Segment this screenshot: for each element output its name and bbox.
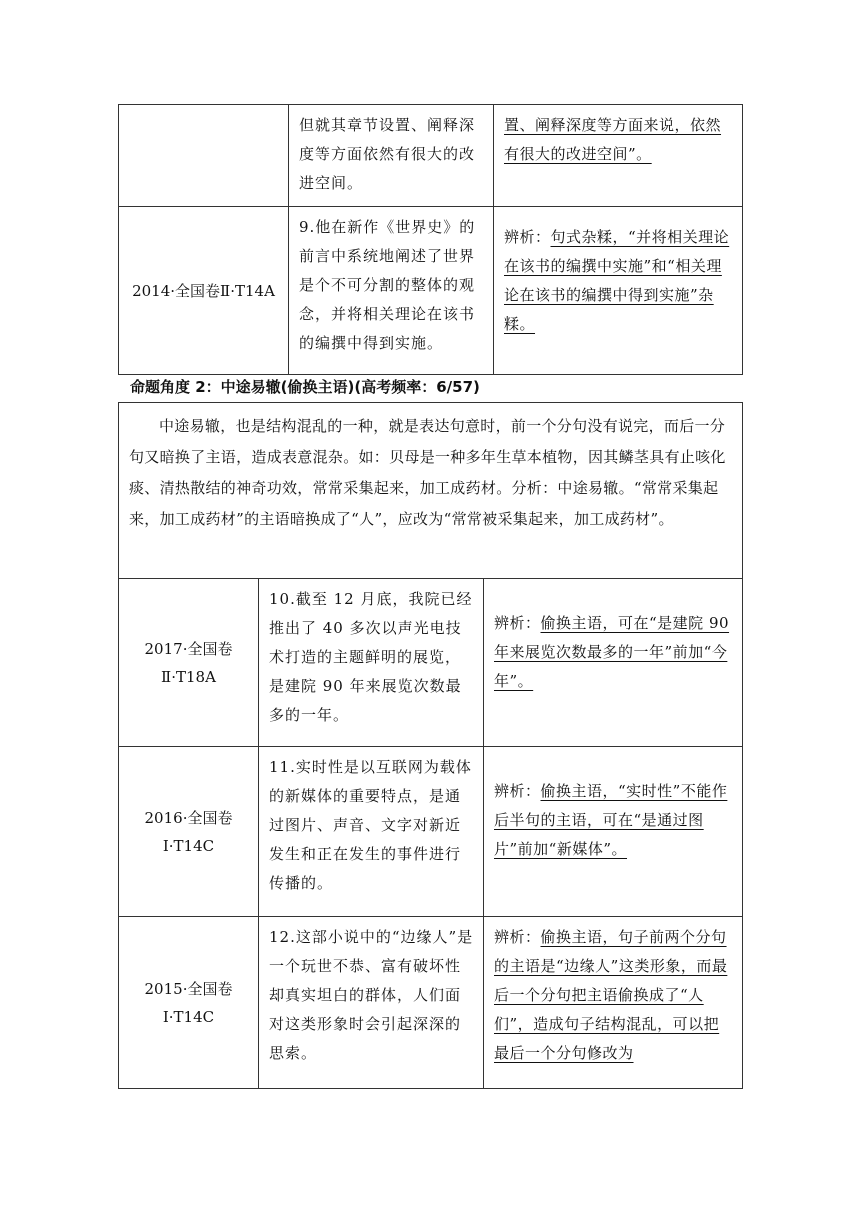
analysis-prefix: 辨析： bbox=[494, 614, 541, 632]
analysis-text: 偷换主语，可在“是建院 90 年来展览次数最多的一年”前加“今年”。 bbox=[494, 614, 730, 690]
source-cell bbox=[119, 579, 259, 747]
source-question: Ⅰ·T14C bbox=[162, 1007, 215, 1026]
example-sentence: 9.他在新作《世界史》的前言中系统地阐述了世界是个不可分割的整体的观念，并将相关理论在该书的编撰中得到实施。 bbox=[289, 207, 494, 375]
analysis-cell bbox=[484, 917, 743, 1089]
analysis-cell bbox=[494, 105, 743, 207]
analysis-prefix: 辨析： bbox=[504, 228, 551, 246]
table-row bbox=[119, 579, 743, 747]
analysis-cell bbox=[494, 207, 743, 375]
analysis-cell bbox=[484, 579, 743, 747]
source-question: Ⅱ·T18A bbox=[161, 667, 216, 686]
table-row bbox=[119, 747, 743, 917]
table-row bbox=[119, 207, 743, 375]
table-row bbox=[119, 917, 743, 1089]
source-cell bbox=[119, 105, 289, 207]
analysis-text: 偷换主语，“实时性”不能作后半句的主语，可在“是通过图片”前加“新媒体”。 bbox=[494, 782, 728, 858]
table-continued bbox=[118, 104, 743, 375]
source-cell bbox=[119, 747, 259, 917]
source-question: Ⅰ·T14C bbox=[162, 836, 215, 855]
example-sentence: 10.截至 12 月底，我院已经推出了 40 多次以声光电技术打造的主题鲜明的展览，是建院 90 年来展览次数最多的一年。 bbox=[259, 579, 484, 747]
table-row bbox=[119, 105, 743, 207]
analysis-prefix: 辨析： bbox=[494, 928, 541, 946]
analysis-text: 偷换主语，句子前两个分句的主语是“边缘人”这类形象，而最后一个分句把主语偷换成了“人们”，造成句子结构混乱，可以把最后一个分句修改为 bbox=[494, 928, 728, 1062]
source-cell: 2014·全国卷Ⅱ·T14A bbox=[119, 207, 289, 375]
analysis-cell bbox=[484, 747, 743, 917]
source-year: 2015·全国卷 bbox=[144, 979, 233, 998]
analysis-prefix: 辨析： bbox=[494, 782, 541, 800]
source-cell bbox=[119, 917, 259, 1089]
analysis-text: 置、阐释深度等方面来说，依然有很大的改进空间”。 bbox=[504, 116, 722, 163]
example-sentence: 11.实时性是以互联网为载体的新媒体的重要特点，是通过图片、声音、文字对新近发生和正在发生的事件进行传播的。 bbox=[259, 747, 484, 917]
section-heading: 命题角度 2：中途易辙(偷换主语)(高考频率：6/57) bbox=[130, 378, 480, 396]
example-sentence: 12.这部小说中的“边缘人”是一个玩世不恭、富有破坏性却真实坦白的群体，人们面对这类形象时会引起深深的思索。 bbox=[259, 917, 484, 1089]
intro-paragraph: 中途易辙，也是结构混乱的一种，就是表达句意时，前一个分句没有说完，而后一分句又暗换了主语，造成表意混杂。如：贝母是一种多年生草本植物，因其鳞茎具有止咳化痰、清热散结的神奇功效，常常采集起来，加工成药材。分析：中途易辙。“常常采集起来，加工成药材”的主语暗换成了“人”，应改为“常常被采集起来，加工成药材”。 bbox=[119, 403, 743, 579]
source-year: 2016·全国卷 bbox=[144, 808, 233, 827]
analysis-text: 句式杂糅，“并将相关理论在该书的编撰中实施”和“相关理论在该书的编撰中得到实施”杂糅。 bbox=[504, 228, 730, 333]
example-sentence: 但就其章节设置、阐释深度等方面依然有很大的改进空间。 bbox=[289, 105, 494, 207]
intro-row bbox=[119, 403, 743, 579]
table-angle-2 bbox=[118, 402, 743, 1089]
source-year: 2017·全国卷 bbox=[144, 639, 233, 658]
